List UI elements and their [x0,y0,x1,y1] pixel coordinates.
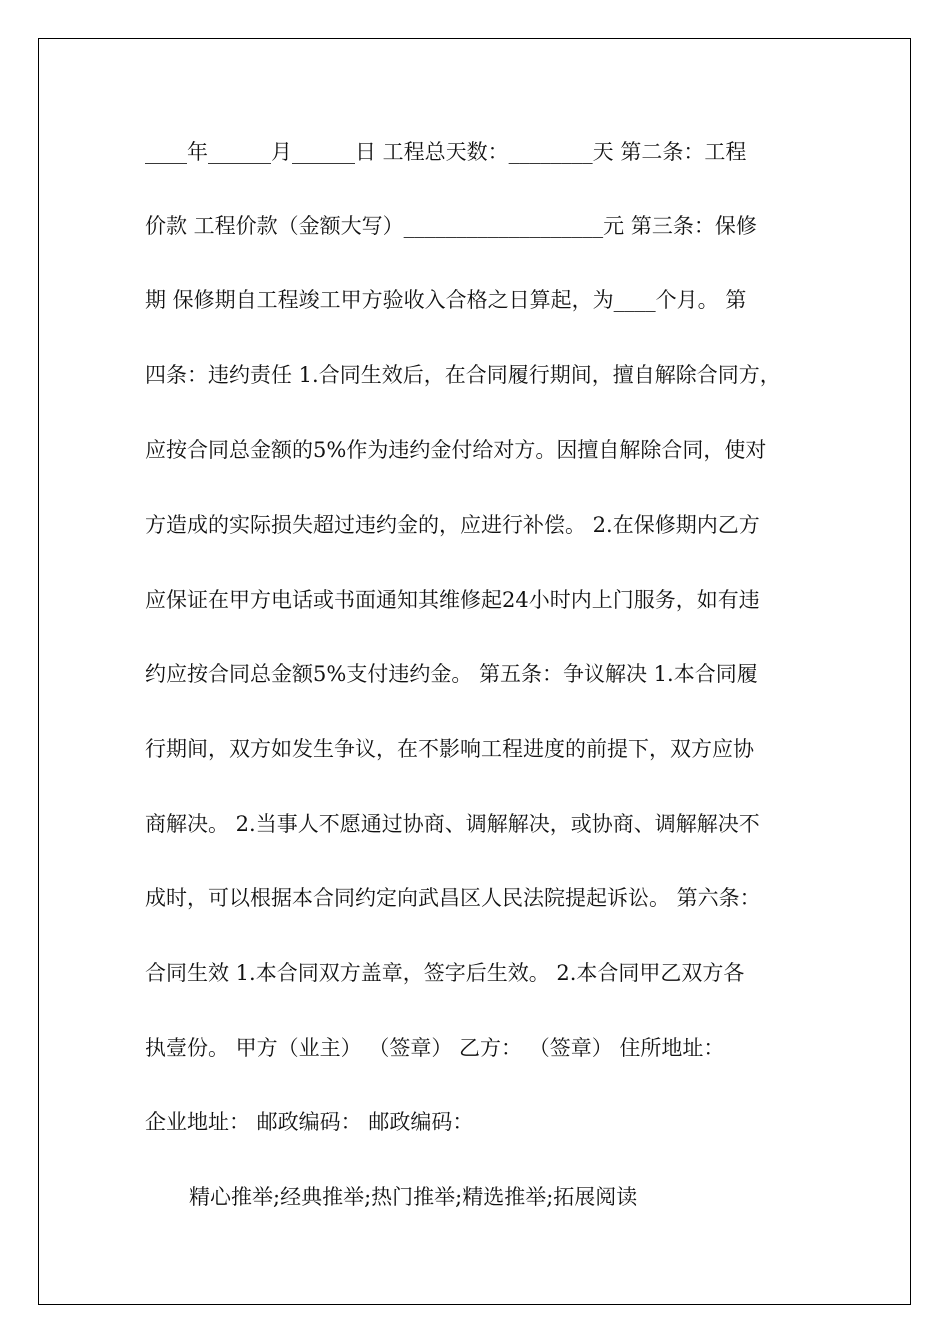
recommended-links[interactable]: 精心推举;经典推举;热门推举;精选推举;拓展阅读 [189,1185,638,1209]
contract-line-1: ____年______月______日 工程总天数：________天 第二条：工程 [145,140,747,164]
contract-line-5: 应按合同总金额的5%作为违约金付给对方。因擅自解除合同，使对 [145,438,767,462]
contract-line-10: 商解决。 2.当事人不愿通过协商、调解解决，或协商、调解解决不 [145,812,760,836]
contract-line-4: 四条：违约责任 1.合同生效后，在合同履行期间，擅自解除合同方， [145,363,781,387]
contract-line-8: 约应按合同总金额5%支付违约金。 第五条：争议解决 1.本合同履 [145,662,758,686]
contract-line-7: 应保证在甲方电话或书面通知其维修起24小时内上门服务，如有违 [145,588,760,612]
contract-line-6: 方造成的实际损失超过违约金的，应进行补偿。 2.在保修期内乙方 [145,513,760,537]
contract-line-12: 合同生效 1.本合同双方盖章，签字后生效。 2.本合同甲乙双方各 [145,961,745,985]
contract-line-9: 行期间，双方如发生争议，在不影响工程进度的前提下，双方应协 [145,737,754,761]
contract-line-14: 企业地址： 邮政编码： 邮政编码： [145,1110,474,1134]
contract-line-11: 成时，可以根据本合同约定向武昌区人民法院提起诉讼。 第六条： [145,886,761,910]
contract-line-3: 期 保修期自工程竣工甲方验收入合格之日算起，为____个月。 第 [145,288,747,312]
contract-line-2: 价款 工程价款（金额大写）___________________元 第三条：保修 [145,214,757,238]
contract-line-13: 执壹份。 甲方（业主） （签章） 乙方： （签章） 住所地址： [145,1036,725,1060]
